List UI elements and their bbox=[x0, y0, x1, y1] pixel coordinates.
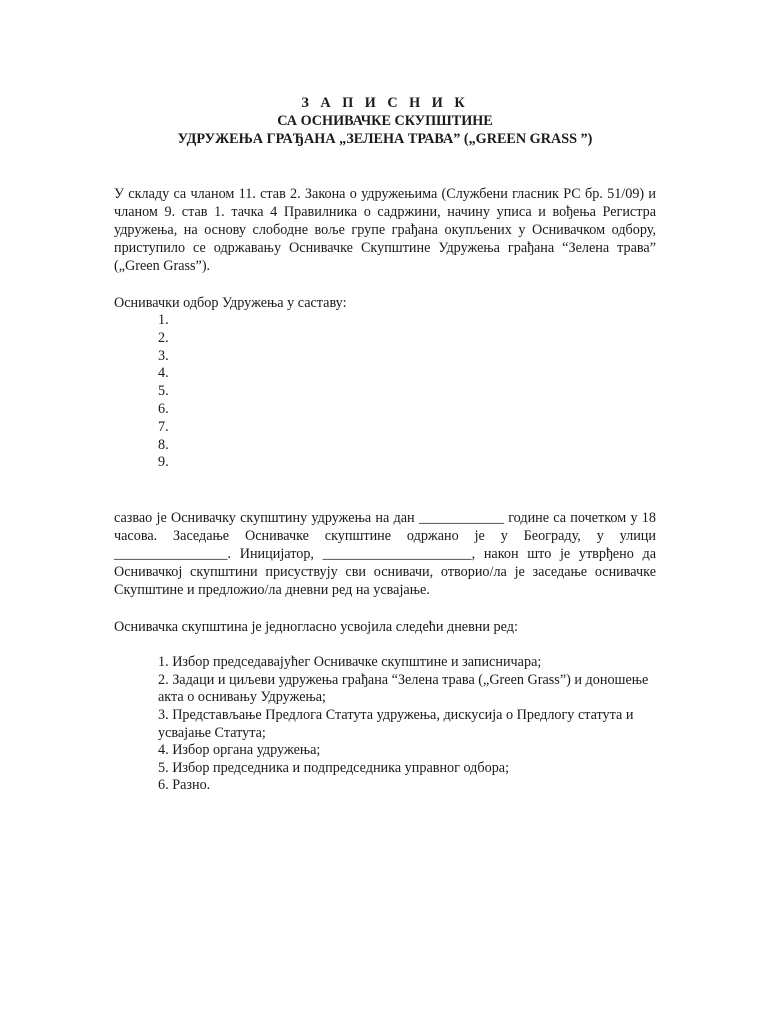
list-item: 6. bbox=[158, 400, 169, 417]
list-item: 5. bbox=[158, 383, 169, 400]
list-item: 8. bbox=[158, 436, 169, 453]
agenda-item: 4. Избор органа удружења; bbox=[158, 742, 321, 759]
list-item: 4. bbox=[158, 365, 169, 382]
agenda-item: 3. Представљање Предлога Статута удружења, дискусија о Предлогу статута и усвајање Статута; bbox=[158, 706, 634, 741]
title-line-1: З А П И С Н И К bbox=[301, 95, 469, 111]
title-line-3: УДРУЖЕЊА ГРАЂАНА „ЗЕЛЕНА ТРАВА” („GREEN GRASS ”) bbox=[177, 131, 593, 147]
intro-paragraph: У складу са чланом 11. став 2. Закона о удружењима (Службени гласник РС бр. 51/09) и чланом 9. став 1. тачка 4 Правилника о садржини, начину уписа и вођења Регистра удружења, на основу слободне воље групе грађана окупљених у Оснивачком одбору, приступило се одржавању Оснивачке Скупштине Удружења грађана “Зелена трава” („Green Grass”). bbox=[114, 186, 656, 274]
document-title bbox=[114, 94, 656, 148]
list-item: 2. bbox=[158, 329, 169, 346]
agenda-list bbox=[114, 654, 656, 795]
convened-paragraph: сазвао је Оснивачку скупштину удружења на дан ____________ године са почетком у 18 часова. Заседање Оснивачке скупштине одржано је у Београду, у улици ________________. Иницијатор, _____________________, након што је утврђено да Оснивачкој скупштини присуствују сви оснивачи, отворио/ла је заседање оснивачке Скупштине и предложио/ла дневни ред на усвајање. bbox=[114, 510, 656, 599]
list-item: 7. bbox=[158, 418, 169, 435]
list-item: 1. bbox=[158, 312, 169, 328]
agenda-item: 5. Избор председника и подпредседника управног одбора; bbox=[158, 759, 510, 776]
committee-heading: Оснивачки одбор Удружења у саставу: bbox=[114, 295, 347, 311]
agenda-item: 6. Разно. bbox=[158, 777, 211, 794]
title-line-2: СА ОСНИВАЧКЕ СКУПШТИНЕ bbox=[277, 113, 493, 129]
document-page bbox=[114, 94, 656, 795]
agenda-intro: Оснивачка скупштина је једногласно усвојила следећи дневни ред: bbox=[114, 619, 518, 636]
agenda-item: 2. Задаци и циљеви удружења грађана “Зелена трава („Green Grass”) и доношење акта о оснивању Удружења; bbox=[158, 671, 649, 706]
list-item: 9. bbox=[158, 454, 169, 471]
committee-member-list bbox=[114, 312, 656, 472]
list-item: 3. bbox=[158, 347, 169, 364]
agenda-item: 1. Избор председавајућег Оснивачке скупштине и записничара; bbox=[158, 654, 542, 671]
